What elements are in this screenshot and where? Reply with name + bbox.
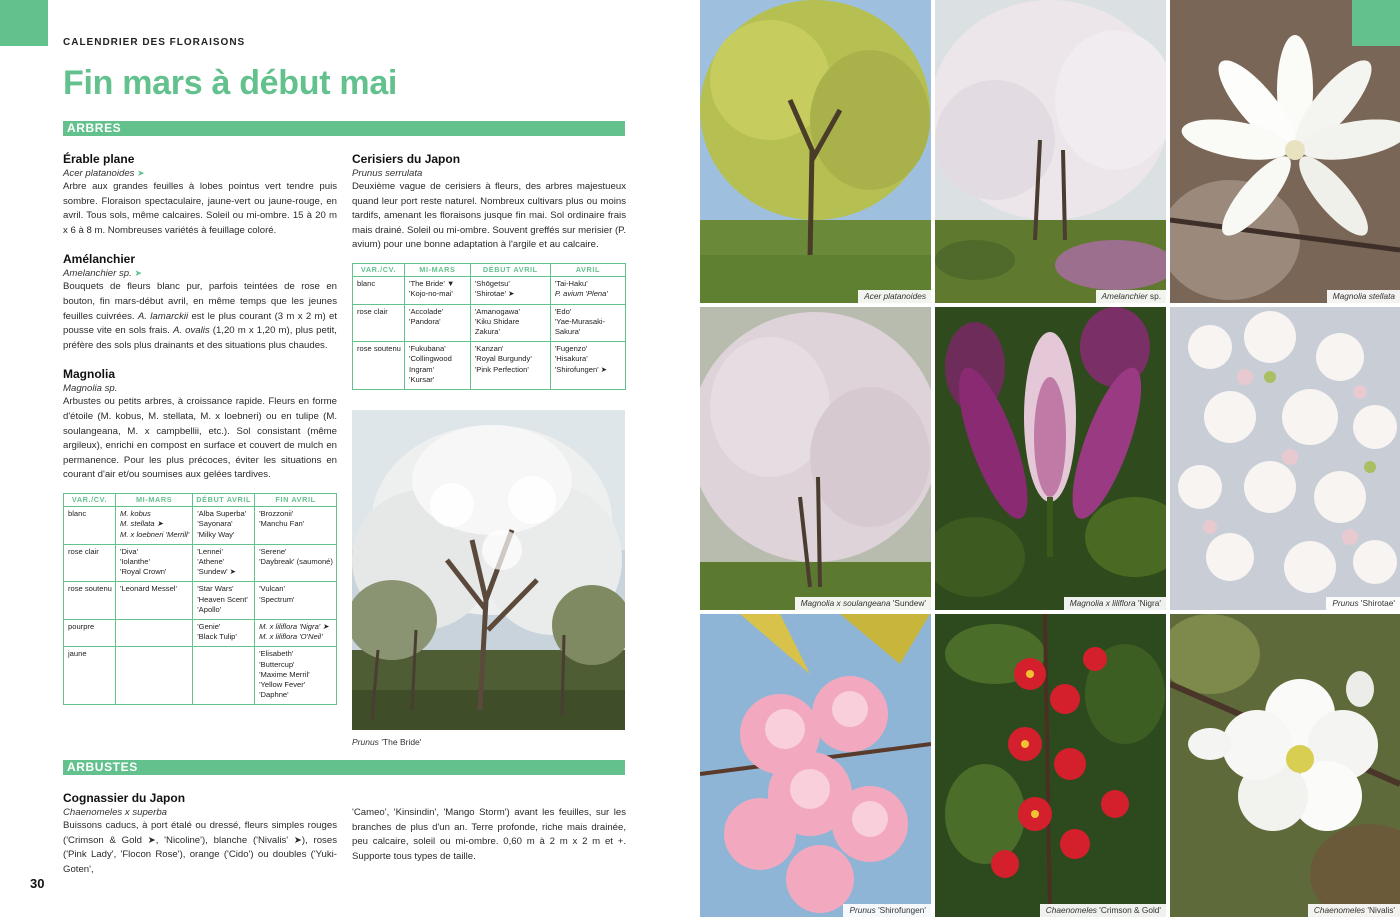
cell-line: 'Accolade' [409,306,444,316]
table-cell [550,277,625,304]
cell-line: P. avium 'Plena' [554,289,608,299]
row-label: rose soutenu [64,582,116,620]
entry-title: Cerisiers du Japon [352,152,461,166]
cell-line: 'Royal Burgundy' [474,354,532,364]
table-cell [550,304,625,342]
table-header-cell: DÉBUT AVRIL [193,493,255,506]
table-header-cell: DÉBUT AVRIL [470,263,550,276]
table-cell [193,582,255,620]
cell-line: 'Daphne' [259,690,289,700]
photo-magnolia-soulangeana [700,307,931,610]
entry-body: Arbre aux grandes feuilles à lobes pointus vert tendre puis sombre. Floraison spectaculaire, jaune-vert ou jaune-rouge, en avril. Tous sols, même calcaires. Soleil ou mi-ombre. 15 à 20 m x 6 à 8 m. Nombreuses variétés à feuillage coloré. [63,181,337,236]
cell-line: 'Maxime Merril' [259,669,310,679]
magnolia-calendar-table [63,493,337,705]
cell-line: 'Fukubana' [409,344,446,354]
entry-latin-name: Prunus serrulata [352,168,423,179]
row-label: jaune [64,647,116,705]
photo-caption: Magnolia x liliflora 'Nigra' [1064,597,1166,610]
photo-caption: Prunus 'The Bride' [352,737,422,747]
entry-cognassier [63,791,337,877]
cell-line: 'Kursar' [409,374,435,384]
cell-line: 'Yellow Fever' [259,679,306,689]
tree-illustration [935,0,1166,303]
row-label: blanc [64,507,116,545]
table-header-cell: MI-MARS [116,493,193,506]
entry-magnolia [63,367,337,483]
cell-line: 'Sundew' ➤ [197,567,237,577]
corner-tab [1352,0,1400,46]
entry-title: Cognassier du Japon [63,791,186,805]
cell-line: 'Leonard Messel' [120,584,177,594]
table-row [64,544,337,582]
entry-latin-name: Acer platanoides ➤ [63,168,145,179]
cell-line: M. stellata ➤ [120,519,164,529]
entry-latin-name: Amelanchier sp. ➤ [63,268,143,280]
photo-caption: Chaenomeles 'Crimson & Gold' [1040,904,1166,917]
cell-line: M. x liliflora 'Nigra' ➤ [259,621,329,631]
cell-line: 'Edo' [554,306,572,316]
table-row [64,647,337,705]
cell-line: 'Collingwood [409,354,452,364]
photo-caption: Acer platanoides [858,290,931,303]
cell-line: 'Manchu Fan' [259,519,305,529]
photo-caption: Amelanchier sp. [1096,290,1167,303]
cell-line: 'Serene' [259,546,287,556]
photo-caption: Prunus 'Shirotae' [1326,597,1400,610]
table-cell [116,544,193,582]
entry-amelanchier [63,252,337,353]
cell-line: 'Elisabeth' [259,649,294,659]
cell-line: 'Royal Crown' [120,567,167,577]
table-header-cell: AVRIL [550,263,625,276]
cell-line: 'Pandora' [409,316,441,326]
cell-line: 'Kojo-no-mai' [409,289,453,299]
flower-illustration [1170,614,1400,917]
cerisier-calendar-table [352,263,626,390]
flower-illustration [935,307,1166,610]
cell-line: 'Brozzonii' [259,509,294,519]
cell-line: 'Shirofungen' ➤ [554,364,608,374]
cell-line: 'Athene' [197,556,225,566]
arrow-icon: ➤ [137,168,145,178]
cell-line: Ingram' [409,364,435,374]
table-cell [116,619,193,646]
cell-line: 'Shirotae' ➤ [474,289,515,299]
entry-latin-name: Chaenomeles x superba [63,807,167,818]
cell-line: 'Black Tulip' [197,632,237,642]
cell-line: 'Heaven Scent' [197,594,248,604]
table-row [64,507,337,545]
table-row [353,277,626,304]
entry-cognassier-continued [352,806,626,864]
entry-title: Érable plane [63,152,135,166]
table-row [64,619,337,646]
photo-caption: Magnolia x soulangeana 'Sundew' [795,597,931,610]
cell-line: 'Kiku Shidare [474,316,520,326]
cell-line: 'Yae-Murasaki- [554,316,606,326]
left-column [63,152,337,705]
table-cell [193,647,255,705]
table-cell [405,342,471,390]
cell-line: 'Milky Way' [197,529,235,539]
cell-line: 'Apollo' [197,604,222,614]
corner-tab [0,0,48,46]
tree-illustration [700,307,931,610]
cell-line: 'Amanogawa' [474,306,520,316]
flower-illustration [1170,307,1400,610]
table-cell [116,647,193,705]
cell-line: 'Vulcan' [259,584,285,594]
table-cell [116,582,193,620]
cell-line: 'Lennei' [197,546,223,556]
cell-line: 'Star Wars' [197,584,234,594]
cell-line: 'Hisakura' [554,354,588,364]
running-head: CALENDRIER DES FLORAISONS [63,37,246,48]
photo-amelanchier [935,0,1166,303]
cell-line: 'Genie' [197,621,221,631]
photo-prunus-shirofungen [700,614,931,917]
entry-cerisiers [352,152,626,253]
right-column [352,152,626,390]
cell-line: 'Diva' [120,546,139,556]
photo-magnolia-liliflora-nigra [935,307,1166,610]
table-row [64,582,337,620]
row-label: rose clair [64,544,116,582]
cell-line: 'Iolanthe' [120,556,150,566]
table-cell [470,342,550,390]
cell-line: 'Kanzan' [474,344,504,354]
table-cell [255,544,337,582]
photo-caption: Prunus 'Shirofungen' [843,904,931,917]
table-row [353,304,626,342]
cell-line: 'The Bride' ▼ [409,279,455,289]
section-header-arbres: ARBRES [63,121,625,136]
entry-title: Amélanchier [63,252,136,267]
tree-illustration [352,410,625,730]
table-cell [255,619,337,646]
table-header-cell: FIN AVRIL [255,493,337,506]
row-label: pourpre [64,619,116,646]
page-title: Fin mars à début mai [63,64,398,102]
photo-prunus-shirotae [1170,307,1400,610]
cell-line: 'Shōgetsu' [474,279,510,289]
entry-body: Buissons caducs, à port étalé ou dressé, fleurs simples rouges ('Crimson & Gold ➤, 'Nicoline'), blanche ('Nivalis' ➤), roses ('Pink Lady', 'Flocon Rose'), orange ('Cido') ou doubles ('Yuki- Goten', [63,820,337,875]
cell-line: Zakura' [474,326,500,336]
photo-caption: Magnolia stellata [1327,290,1400,303]
table-header-cell: MI-MARS [405,263,471,276]
cell-line: 'Spectrum' [259,594,295,604]
photo-prunus-the-bride [352,410,625,730]
table-header-cell: VAR./CV. [353,263,405,276]
right-page [700,0,1400,917]
entry-body: Bouquets de fleurs blanc pur, parfois teintées de rose en bouton, fin mars-début avril, en même temps que les jeunes feuilles cuivrées. A. lamarckii est le plus courant (3 m x 2 m) et pousse vite en sols frais. A. ovalis (1,20 m x 1,20 m), plus petit, préfère des sols plus drainants et des situations plus chaudes. [63,281,338,351]
row-label: rose clair [353,304,405,342]
table-cell [550,342,625,390]
cell-line: 'Daybreak' (saumoné) [259,556,333,566]
cell-line: M. x loebneri 'Merrill' [120,529,190,539]
photo-caption: Chaenomeles 'Nivalis' [1308,904,1400,917]
table-cell [116,507,193,545]
flower-illustration [700,614,931,917]
flower-illustration [935,614,1166,917]
table-cell [193,544,255,582]
entry-latin-name: Magnolia sp. [63,383,118,395]
section-header-arbustes: ARBUSTES [63,760,625,775]
photo-chaenomeles-crimson-gold [935,614,1166,917]
cell-line: 'Tai-Haku' [554,279,588,289]
entry-body: Deuxième vague de cerisiers à fleurs, des arbres majestueux quand leur port reste naturel. Nombreux cultivars plus ou moins tardifs, amenant les floraisons jusque fin mai. Sol ordinaire frais mais drainé. Soleil ou mi-ombre. Souvent greffés sur merisier (P. avium) pour une bonne adaptation à l'argile et au calcaire. [352,181,626,251]
table-row [353,342,626,390]
cell-line: 'Fugenzo' [554,344,588,354]
cell-line: 'Pink Perfection' [474,364,529,374]
table-cell [255,582,337,620]
cell-line: Sakura' [554,326,581,336]
cell-line: 'Buttercup' [259,659,295,669]
entry-body: Arbustes ou petits arbres, à croissance rapide. Fleurs en forme d'étoile (M. kobus, M. stellata, M. x loebneri) ou en tulipe (M. soulangeana, M. x campbellii, etc.). Sol consistant (même argileux), enrichi en compost en surface et couvert de mulch en permanence. Pour les plus précoces, éviter les situations en courant d'air et/ou soumises aux gelées tardives. [63,396,337,481]
entry-body: 'Cameo', 'Kinsindin', 'Mango Storm') avant les feuilles, sur les branches de plus d'un an. Terre profonde, riche mais drainée, peu calcaire, soleil ou mi-ombre. 0,60 m à 2 m x 2 m et +. Supporte tous types de taille. [352,807,626,862]
table-cell [255,647,337,705]
table-cell [193,619,255,646]
entry-title: Magnolia [63,367,116,382]
cell-line: M. kobus [120,509,151,519]
row-label: blanc [353,277,405,304]
table-cell [470,277,550,304]
tree-illustration [700,0,931,303]
photo-acer-platanoides [700,0,931,303]
table-cell [193,507,255,545]
table-header-cell: VAR./CV. [64,493,116,506]
table-cell [405,304,471,342]
entry-erable [63,152,337,238]
cell-line: 'Sayonara' [197,519,233,529]
arrow-icon: ➤ [134,268,143,279]
table-cell [470,304,550,342]
row-label: rose soutenu [353,342,405,390]
cell-line: 'Alba Superba' [197,509,247,519]
page-number: 30 [30,876,45,891]
table-cell [405,277,471,304]
photo-chaenomeles-nivalis [1170,614,1400,917]
table-cell [255,507,337,545]
cell-line: M. x liliflora 'O'Neil' [259,632,323,642]
